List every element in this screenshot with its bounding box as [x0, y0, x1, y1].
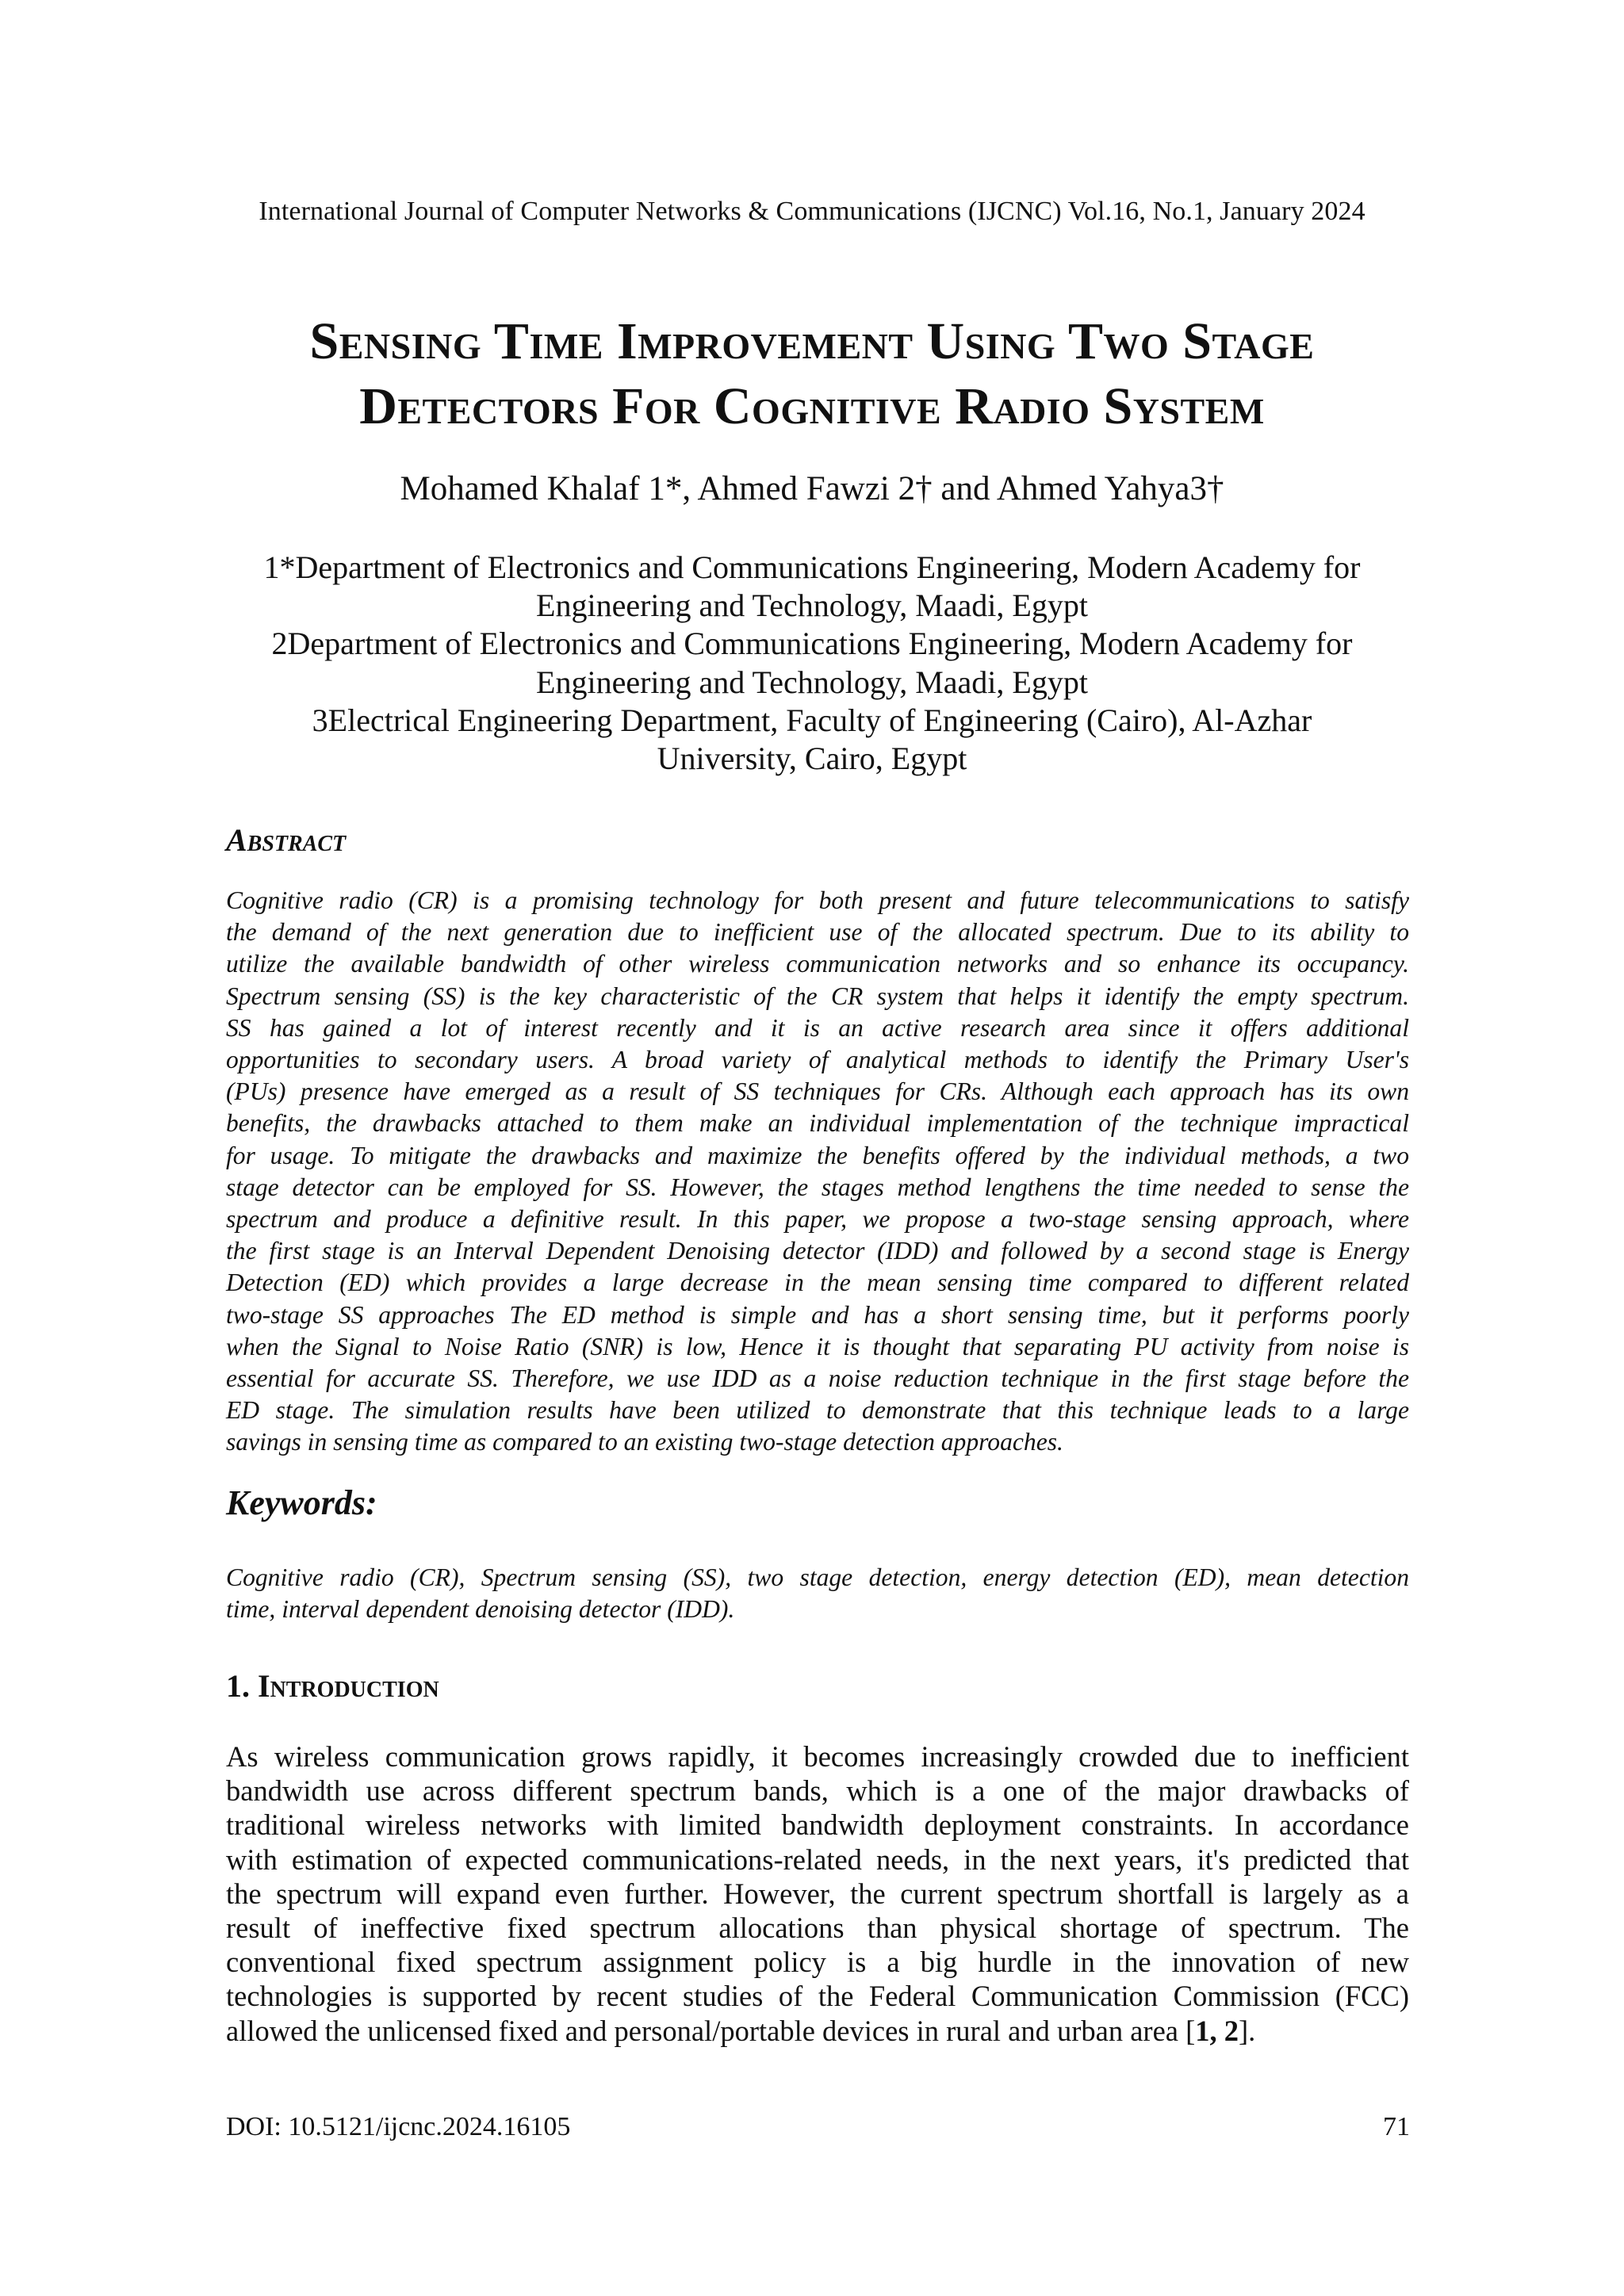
title-line: Sensing Time Improvement Using Two Stage — [309, 312, 1315, 370]
intro-line: technologies is supported by recent studies of the Federal Communication Commission (FCC) — [226, 1980, 1409, 2013]
abstract-line: for usage. To mitigate the drawbacks and maximize the benefits offered by the individual methods, a two — [226, 1141, 1409, 1169]
page-number: 71 — [1383, 2112, 1410, 2141]
abstract-line: (PUs) presence have emerged as a result of SS techniques for CRs. Although each approach has its own — [226, 1077, 1409, 1106]
abstract-line: Detection (ED) which provides a large decrease in the mean sensing time compared to different related — [226, 1269, 1409, 1297]
abstract-line: utilize the available bandwidth of other wireless communication networks and so enhance its occupancy. — [226, 950, 1409, 978]
intro-line: result of ineffective fixed spectrum allocations than physical shortage of spectrum. The — [226, 1911, 1409, 1945]
abstract-line: the demand of the next generation due to inefficient use of the allocated spectrum. Due to its ability to — [226, 918, 1409, 947]
intro-line: bandwidth use across different spectrum bands, which is a one of the major drawbacks of — [226, 1774, 1409, 1808]
affiliation-line: 3Electrical Engineering Department, Faculty of Engineering (Cairo), Al-Azhar — [312, 702, 1312, 738]
intro-line: conventional fixed spectrum assignment policy is a big hurdle in the innovation of new — [226, 1946, 1409, 1979]
introduction-heading: 1. Introduction — [226, 1668, 439, 1704]
keywords-heading: Keywords: — [226, 1483, 377, 1522]
affiliation-line: 1*Department of Electronics and Communications Engineering, Modern Academy for — [263, 549, 1361, 585]
abstract-line: essential for accurate SS. Therefore, we use IDD as a noise reduction technique in the first stage before the — [226, 1364, 1409, 1393]
abstract-line: Cognitive radio (CR) is a promising technology for both present and future telecommunications to satisfy — [226, 886, 1409, 914]
keywords-line: time, interval dependent denoising detector (IDD). — [226, 1595, 735, 1624]
abstract-line: SS has gained a lot of interest recently and it is an active research area since it offers additional — [226, 1013, 1409, 1042]
abstract-line: savings in sensing time as compared to an existing two-stage detection approaches. — [226, 1428, 1063, 1456]
keywords-line: Cognitive radio (CR), Spectrum sensing (SS), two stage detection, energy detection (ED), mean detection — [226, 1563, 1409, 1591]
intro-line: with estimation of expected communications-related needs, in the next years, it's predicted that — [226, 1843, 1409, 1876]
abstract-heading: Abstract — [226, 822, 347, 858]
abstract-line: benefits, the drawbacks attached to them make an individual implementation of the technique impractical — [226, 1109, 1409, 1138]
intro-line-final — [226, 2014, 1409, 2048]
keywords-text — [226, 1562, 1409, 1625]
abstract-line: two-stage SS approaches The ED method is simple and has a short sensing time, but it performs poorly — [226, 1300, 1409, 1329]
abstract-line: stage detector can be employed for SS. However, the stages method lengthens the time needed to sense the — [226, 1173, 1409, 1201]
abstract-line: spectrum and produce a definitive result. In this paper, we propose a two-stage sensing approach, where — [226, 1205, 1409, 1234]
abstract-text — [226, 885, 1409, 1459]
intro-line: traditional wireless networks with limited bandwidth deployment constraints. In accordance — [226, 1808, 1409, 1842]
intro-line: the spectrum will expand even further. However, the current spectrum shortfall is largely as a — [226, 1877, 1409, 1910]
citation-reference: 1, 2 — [1195, 2014, 1239, 2047]
abstract-line: Spectrum sensing (SS) is the key characteristic of the CR system that helps it identify the empty spectrum. — [226, 982, 1409, 1010]
citation-close: ]. — [1239, 2014, 1256, 2047]
intro-line-text: allowed the unlicensed fixed and personal/portable devices in rural and urban area [ — [226, 2014, 1196, 2047]
paper-title — [159, 309, 1465, 439]
title-line: Detectors For Cognitive Radio System — [359, 377, 1265, 435]
running-header: International Journal of Computer Networks & Communications (IJCNC) Vol.16, No.1, January 2024 — [259, 197, 1365, 226]
abstract-line: opportunities to secondary users. A broad variety of analytical methods to identify the Primary User's — [226, 1046, 1409, 1074]
affiliation-line: Engineering and Technology, Maadi, Egypt — [536, 664, 1088, 700]
abstract-line: when the Signal to Noise Ratio (SNR) is low, Hence it is thought that separating PU activity from noise is — [226, 1332, 1409, 1360]
intro-line: As wireless communication grows rapidly, it becomes increasingly crowded due to inefficient — [226, 1740, 1409, 1773]
affiliation-line: University, Cairo, Egypt — [657, 740, 967, 777]
footer-doi: DOI: 10.5121/ijcnc.2024.16105 — [226, 2112, 571, 2141]
affiliations — [190, 549, 1434, 778]
author-list: Mohamed Khalaf 1*, Ahmed Fawzi 2† and Ahmed Yahya3† — [400, 470, 1224, 507]
introduction-text — [226, 1739, 1409, 2048]
affiliation-line: 2Department of Electronics and Communications Engineering, Modern Academy for — [271, 626, 1353, 662]
abstract-line: the first stage is an Interval Dependent Denoising detector (IDD) and followed by a second stage is Energy — [226, 1237, 1409, 1265]
affiliation-line: Engineering and Technology, Maadi, Egypt — [536, 587, 1088, 624]
abstract-line: ED stage. The simulation results have been utilized to demonstrate that this technique leads to a large — [226, 1396, 1409, 1425]
